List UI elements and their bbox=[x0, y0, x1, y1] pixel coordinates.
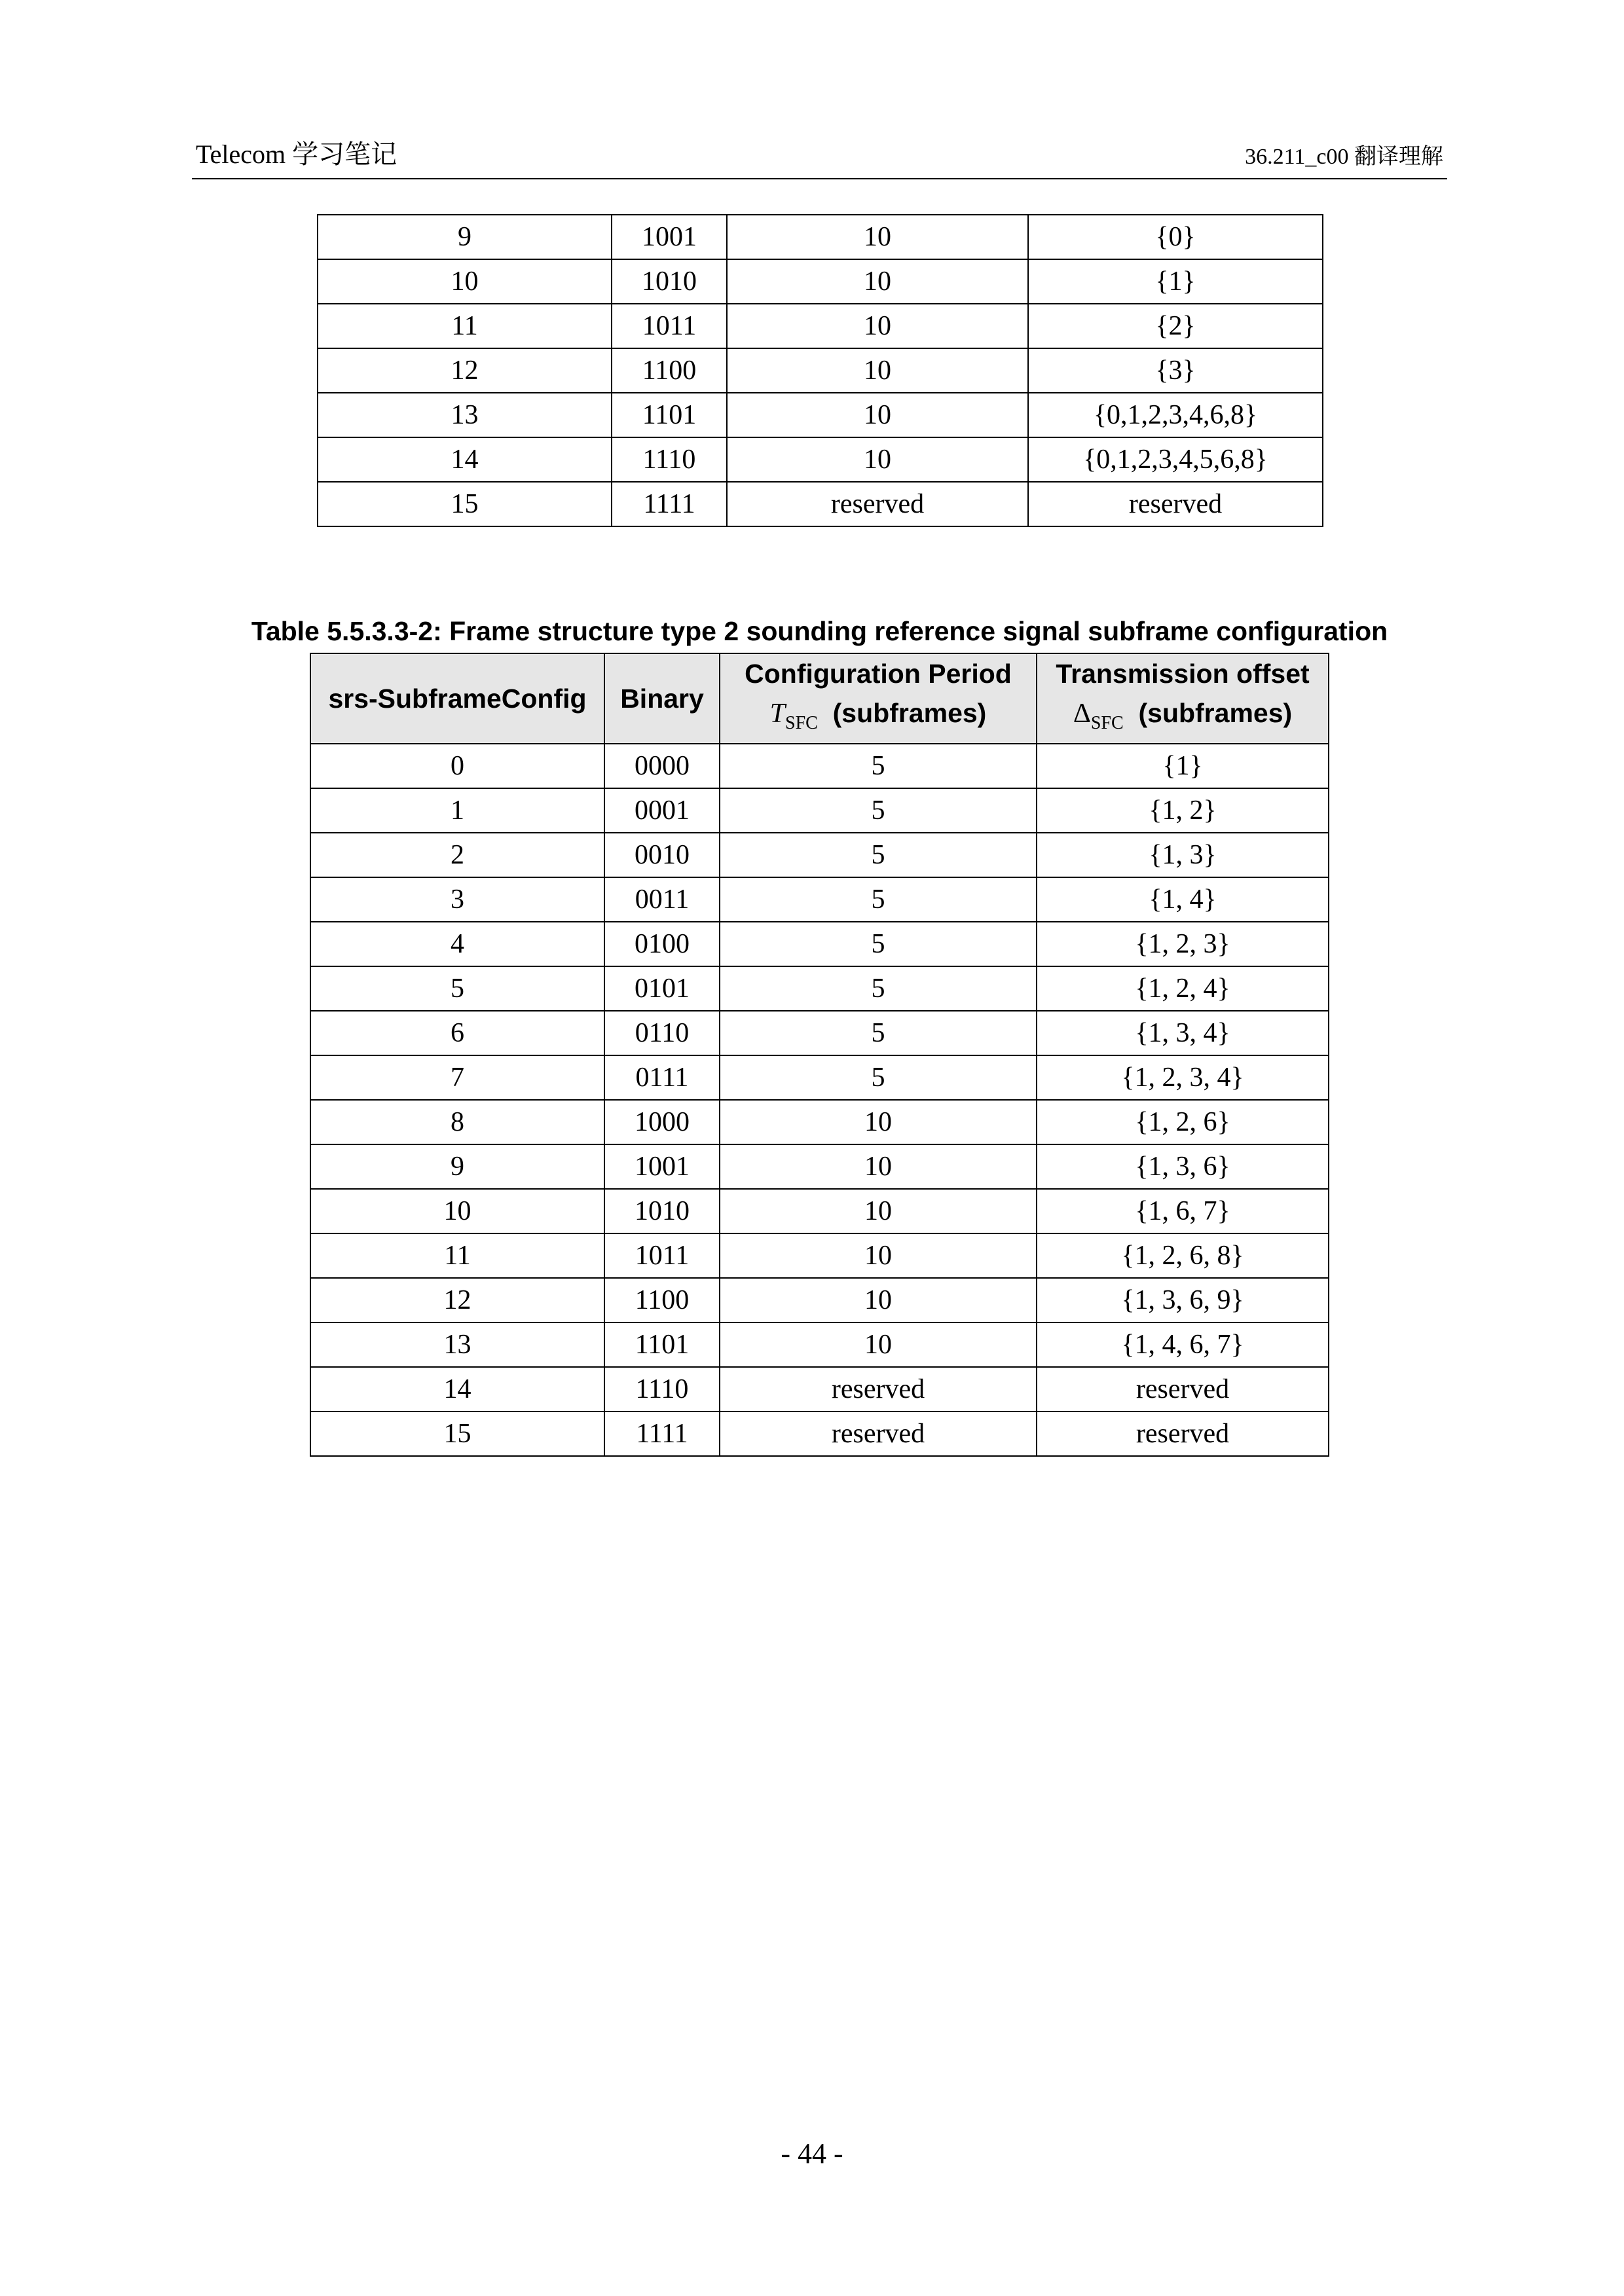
cell-config-index: 9 bbox=[310, 1144, 604, 1189]
cell-binary: 0001 bbox=[604, 788, 720, 833]
cell-offset: {1, 3, 6} bbox=[1037, 1144, 1329, 1189]
cell-config-index: 2 bbox=[310, 833, 604, 877]
cell-offset: {1} bbox=[1028, 259, 1323, 304]
header-transmission-offset-label: Transmission offset bbox=[1056, 659, 1310, 689]
cell-binary: 1011 bbox=[604, 1233, 720, 1278]
table-row bbox=[318, 259, 1323, 304]
table2-body bbox=[310, 744, 1329, 1456]
cell-binary: 1100 bbox=[604, 1278, 720, 1322]
table-frame-structure-type2 bbox=[310, 653, 1329, 1457]
cell-period: 10 bbox=[727, 393, 1028, 437]
header-configuration-period-units: (subframes) bbox=[832, 698, 987, 728]
cell-period: reserved bbox=[727, 482, 1028, 526]
header-binary: Binary bbox=[604, 653, 720, 744]
cell-offset: {0,1,2,3,4,6,8} bbox=[1028, 393, 1323, 437]
cell-config-index: 1 bbox=[310, 788, 604, 833]
cell-binary: 0011 bbox=[604, 877, 720, 922]
cell-period: 5 bbox=[720, 1011, 1037, 1055]
cell-offset: {1, 4} bbox=[1037, 877, 1329, 922]
cell-binary: 1001 bbox=[604, 1144, 720, 1189]
cell-config-index: 12 bbox=[318, 348, 612, 393]
cell-binary: 1001 bbox=[612, 215, 727, 259]
cell-offset: {1, 2, 3, 4} bbox=[1037, 1055, 1329, 1100]
cell-config-index: 13 bbox=[318, 393, 612, 437]
table-row bbox=[310, 877, 1329, 922]
cell-binary: 1101 bbox=[604, 1322, 720, 1367]
table-row bbox=[310, 1189, 1329, 1233]
cell-offset: reserved bbox=[1037, 1412, 1329, 1456]
cell-offset: {1, 2, 6} bbox=[1037, 1100, 1329, 1144]
cell-config-index: 9 bbox=[318, 215, 612, 259]
header-configuration-period bbox=[720, 653, 1037, 744]
header-configuration-period-label: Configuration Period bbox=[745, 659, 1012, 689]
cell-binary: 1111 bbox=[604, 1412, 720, 1456]
cell-config-index: 11 bbox=[318, 304, 612, 348]
cell-period: 5 bbox=[720, 966, 1037, 1011]
cell-period: 10 bbox=[727, 437, 1028, 482]
table1-body bbox=[318, 215, 1323, 526]
table-row bbox=[310, 1100, 1329, 1144]
cell-binary: 0000 bbox=[604, 744, 720, 788]
cell-period: 5 bbox=[720, 744, 1037, 788]
cell-config-index: 13 bbox=[310, 1322, 604, 1367]
cell-config-index: 14 bbox=[310, 1367, 604, 1412]
cell-period: 5 bbox=[720, 833, 1037, 877]
cell-config-index: 7 bbox=[310, 1055, 604, 1100]
table-row bbox=[310, 1322, 1329, 1367]
symbol-delta: $\Delta_{SFC}$ bbox=[1073, 699, 1124, 733]
table-row bbox=[310, 744, 1329, 788]
table2-header-row bbox=[310, 653, 1329, 744]
cell-offset: reserved bbox=[1028, 482, 1323, 526]
cell-period: 10 bbox=[727, 215, 1028, 259]
table-row bbox=[310, 1233, 1329, 1278]
cell-offset: {0,1,2,3,4,5,6,8} bbox=[1028, 437, 1323, 482]
cell-binary: 1111 bbox=[612, 482, 727, 526]
cell-offset: {0} bbox=[1028, 215, 1323, 259]
cell-period: 5 bbox=[720, 1055, 1037, 1100]
header-title: Telecom 学习笔记 bbox=[196, 139, 397, 169]
table-row bbox=[310, 1278, 1329, 1322]
cell-binary: 1010 bbox=[604, 1189, 720, 1233]
cell-period: 10 bbox=[727, 348, 1028, 393]
header-transmission-offset bbox=[1037, 653, 1329, 744]
cell-period: 5 bbox=[720, 877, 1037, 922]
cell-config-index: 14 bbox=[318, 437, 612, 482]
table-row bbox=[318, 482, 1323, 526]
cell-binary: 1101 bbox=[612, 393, 727, 437]
cell-config-index: 10 bbox=[310, 1189, 604, 1233]
table-row bbox=[310, 1144, 1329, 1189]
cell-offset: reserved bbox=[1037, 1367, 1329, 1412]
cell-period: reserved bbox=[720, 1412, 1037, 1456]
cell-binary: 1110 bbox=[612, 437, 727, 482]
cell-config-index: 15 bbox=[310, 1412, 604, 1456]
table-row bbox=[310, 788, 1329, 833]
cell-binary: 1100 bbox=[612, 348, 727, 393]
cell-period: 5 bbox=[720, 788, 1037, 833]
table-row bbox=[318, 348, 1323, 393]
cell-config-index: 3 bbox=[310, 877, 604, 922]
cell-config-index: 6 bbox=[310, 1011, 604, 1055]
header-transmission-offset-units-line bbox=[1037, 693, 1328, 743]
symbol-t: $T_{SFC}$ bbox=[769, 699, 818, 733]
cell-offset: {2} bbox=[1028, 304, 1323, 348]
cell-period: 5 bbox=[720, 922, 1037, 966]
cell-config-index: 10 bbox=[318, 259, 612, 304]
cell-binary: 0110 bbox=[604, 1011, 720, 1055]
cell-offset: {1, 2, 3} bbox=[1037, 922, 1329, 966]
cell-offset: {1, 2, 4} bbox=[1037, 966, 1329, 1011]
table-frame-structure-type1-continued bbox=[317, 214, 1323, 527]
cell-binary: 0100 bbox=[604, 922, 720, 966]
cell-period: 10 bbox=[720, 1233, 1037, 1278]
table-row bbox=[318, 304, 1323, 348]
table-row bbox=[318, 393, 1323, 437]
cell-config-index: 4 bbox=[310, 922, 604, 966]
cell-period: 10 bbox=[720, 1322, 1037, 1367]
header-transmission-offset-units: (subframes) bbox=[1138, 698, 1293, 728]
cell-period: 10 bbox=[720, 1100, 1037, 1144]
cell-binary: 1110 bbox=[604, 1367, 720, 1412]
table-row bbox=[310, 1011, 1329, 1055]
cell-offset: {1, 3} bbox=[1037, 833, 1329, 877]
cell-period: 10 bbox=[720, 1278, 1037, 1322]
cell-config-index: 12 bbox=[310, 1278, 604, 1322]
cell-offset: {1, 6, 7} bbox=[1037, 1189, 1329, 1233]
cell-config-index: 15 bbox=[318, 482, 612, 526]
cell-period: 10 bbox=[720, 1144, 1037, 1189]
table-row bbox=[310, 1367, 1329, 1412]
cell-config-index: 11 bbox=[310, 1233, 604, 1278]
cell-config-index: 0 bbox=[310, 744, 604, 788]
table-row bbox=[310, 1412, 1329, 1456]
table-row bbox=[310, 922, 1329, 966]
cell-period: 10 bbox=[720, 1189, 1037, 1233]
header-document-id: 36.211_c00 翻译理解 bbox=[1245, 145, 1443, 169]
table-row bbox=[318, 437, 1323, 482]
cell-config-index: 8 bbox=[310, 1100, 604, 1144]
page-number: - 44 - bbox=[781, 2138, 843, 2170]
page-header bbox=[192, 131, 1447, 179]
cell-offset: {1} bbox=[1037, 744, 1329, 788]
cell-period: 10 bbox=[727, 304, 1028, 348]
cell-binary: 0111 bbox=[604, 1055, 720, 1100]
cell-offset: {1, 4, 6, 7} bbox=[1037, 1322, 1329, 1367]
header-srs-subframeconfig: srs-SubframeConfig bbox=[310, 653, 604, 744]
cell-binary: 0101 bbox=[604, 966, 720, 1011]
cell-offset: {1, 2, 6, 8} bbox=[1037, 1233, 1329, 1278]
cell-config-index: 5 bbox=[310, 966, 604, 1011]
table-row bbox=[310, 1055, 1329, 1100]
cell-binary: 1010 bbox=[612, 259, 727, 304]
table-row bbox=[310, 833, 1329, 877]
cell-offset: {3} bbox=[1028, 348, 1323, 393]
cell-offset: {1, 3, 4} bbox=[1037, 1011, 1329, 1055]
table-row bbox=[318, 215, 1323, 259]
cell-offset: {1, 3, 6, 9} bbox=[1037, 1278, 1329, 1322]
cell-period: reserved bbox=[720, 1367, 1037, 1412]
table2-caption: Table 5.5.3.3-2: Frame structure type 2 sounding reference signal subframe configuration bbox=[251, 616, 1388, 646]
cell-offset: {1, 2} bbox=[1037, 788, 1329, 833]
cell-binary: 1000 bbox=[604, 1100, 720, 1144]
cell-binary: 1011 bbox=[612, 304, 727, 348]
cell-binary: 0010 bbox=[604, 833, 720, 877]
header-configuration-period-units-line bbox=[720, 693, 1036, 743]
cell-period: 10 bbox=[727, 259, 1028, 304]
table-row bbox=[310, 966, 1329, 1011]
